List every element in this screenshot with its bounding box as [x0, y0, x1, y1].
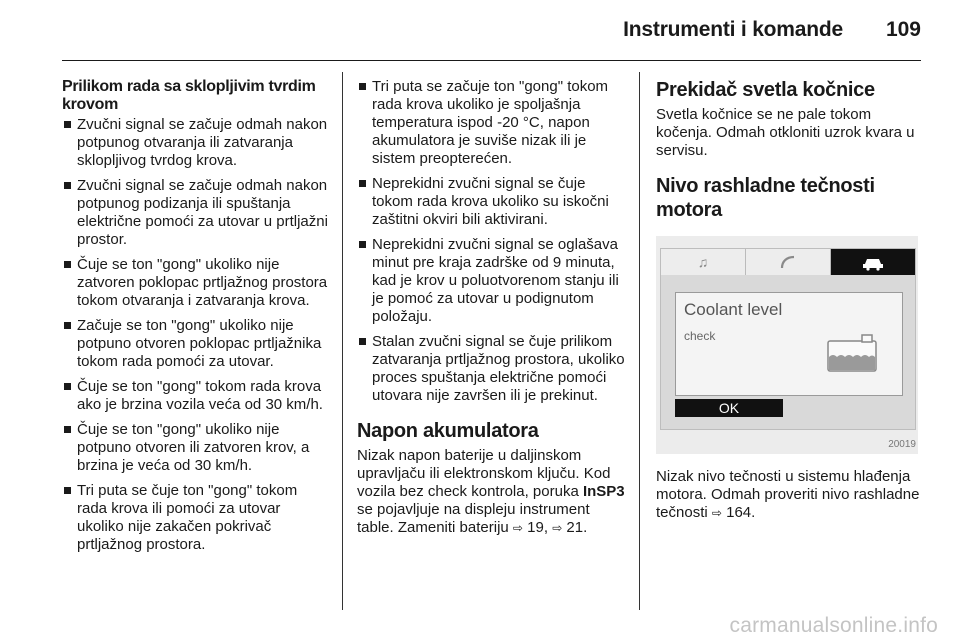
coolant-level-check: check: [684, 329, 716, 343]
list-item: Tri puta se čuje ton "gong" tokom rada krova ili pomoći za utovar ukoliko nije zakačen pokrivač prtljažnog prostora.: [62, 482, 330, 554]
ok-button: OK: [675, 399, 783, 417]
display-tabs: [661, 249, 915, 275]
arrow-right-icon: ⇨: [512, 521, 523, 535]
phone-icon: [746, 249, 831, 275]
list-item: Čuje se ton "gong" ukoliko nije potpuno otvoren ili zatvoren krov, a brzina je veća od 30 km/h.: [62, 421, 330, 475]
music-note-icon: ♫: [661, 249, 746, 275]
coolant-text: Nizak nivo tečnosti u sistemu hlađenja motora. Odmah proveriti nivo rashladne tečnosti: [656, 468, 920, 521]
car-icon: [831, 249, 915, 275]
figure-number: 20019: [888, 439, 916, 450]
coolant-display-figure: [656, 236, 918, 454]
column-3: [656, 78, 924, 522]
ref-comma: ,: [543, 519, 549, 536]
heading-battery-voltage: Napon akumulatora: [357, 420, 539, 442]
column-1: [62, 78, 330, 561]
battery-text-2: se pojavljuje na displeju instrument table. Zameniti bateriju: [357, 501, 590, 536]
column-divider-1: [342, 72, 343, 610]
arrow-right-icon: ⇨: [552, 521, 563, 535]
message-panel: [675, 292, 903, 396]
column-divider-2: [639, 72, 640, 610]
battery-text-1: Nizak napon baterije u daljinskom upravljaču ili elektronskom ključu. Kod vozila bez check kontrola, poruka: [357, 447, 611, 500]
coolant-paragraph: [656, 468, 924, 522]
subheading-hardtop: Prilikom rada sa sklopljivim tvrdim krovom: [62, 78, 316, 113]
page-number: 109: [885, 18, 921, 41]
arrow-right-icon: ⇨: [711, 506, 722, 520]
column-2: [357, 78, 627, 537]
list-item: Zvučni signal se začuje odmah nakon potpunog podizanja ili spuštanja električne pomoći za utovar u prtljažni prostor.: [62, 177, 330, 249]
page-ref-link[interactable]: 164.: [726, 504, 756, 521]
list-item: Čuje se ton "gong" ukoliko nije zatvoren poklopac prtljažnog prostora tokom otvaranja i zatvaranja krova.: [62, 256, 330, 310]
heading-brake-light-switch: Prekidač svetla kočnice: [656, 79, 875, 101]
header-rule: [62, 60, 921, 61]
list-item: Tri puta se začuje ton "gong" tokom rada krova ukoliko je spoljašnja temperatura ispod -20 °C, napon akumulatora je suviše nizak ili je sistem preopterećen.: [357, 78, 627, 168]
page-ref-link[interactable]: 19: [527, 519, 544, 536]
brake-light-paragraph: Svetla kočnice se ne pale tokom kočenja. Odmah otkloniti uzrok kvara u servisu.: [656, 106, 915, 159]
list-item: Stalan zvučni signal se čuje prilikom zatvaranja prtljažnog prostora, ukoliko proces spuštanja električne pomoći utovara nije završen ili je prekinut.: [357, 333, 627, 405]
list-item: Neprekidni zvučni signal se oglašava minut pre kraja zadrške od 9 minuta, kad je krov u poluotvorenom stanju ili je pomoć za utovar u podignutom položaju.: [357, 236, 627, 326]
coolant-tank-icon: [826, 333, 878, 373]
coolant-level-title: Coolant level: [684, 300, 783, 319]
battery-paragraph: [357, 447, 627, 537]
watermark: carmanualsonline.info: [729, 614, 938, 637]
code-insp3: InSP3: [582, 483, 625, 500]
bullet-list-2: [357, 78, 627, 405]
list-item: Neprekidni zvučni signal se čuje tokom rada krova ukoliko su iskočni zaštitni okviri bili aktivirani.: [357, 175, 627, 229]
page-ref-link[interactable]: 21.: [566, 519, 588, 536]
bullet-list-1: [62, 116, 330, 554]
list-item: Zvučni signal se začuje odmah nakon potpunog otvaranja ili zatvaranja sklopljivog tvrdog krova.: [62, 116, 330, 170]
display-screen: [660, 248, 916, 430]
page-title: Instrumenti i komande: [623, 18, 843, 41]
heading-coolant-level: Nivo rashladne tečnosti motora: [656, 175, 875, 221]
page-header: [0, 0, 960, 62]
list-item: Začuje se ton "gong" ukoliko nije potpuno otvoren poklopac prtljažnika tokom rada pomoći za utovar.: [62, 317, 330, 371]
list-item: Čuje se ton "gong" tokom rada krova ako je brzina vozila veća od 30 km/h.: [62, 378, 330, 414]
